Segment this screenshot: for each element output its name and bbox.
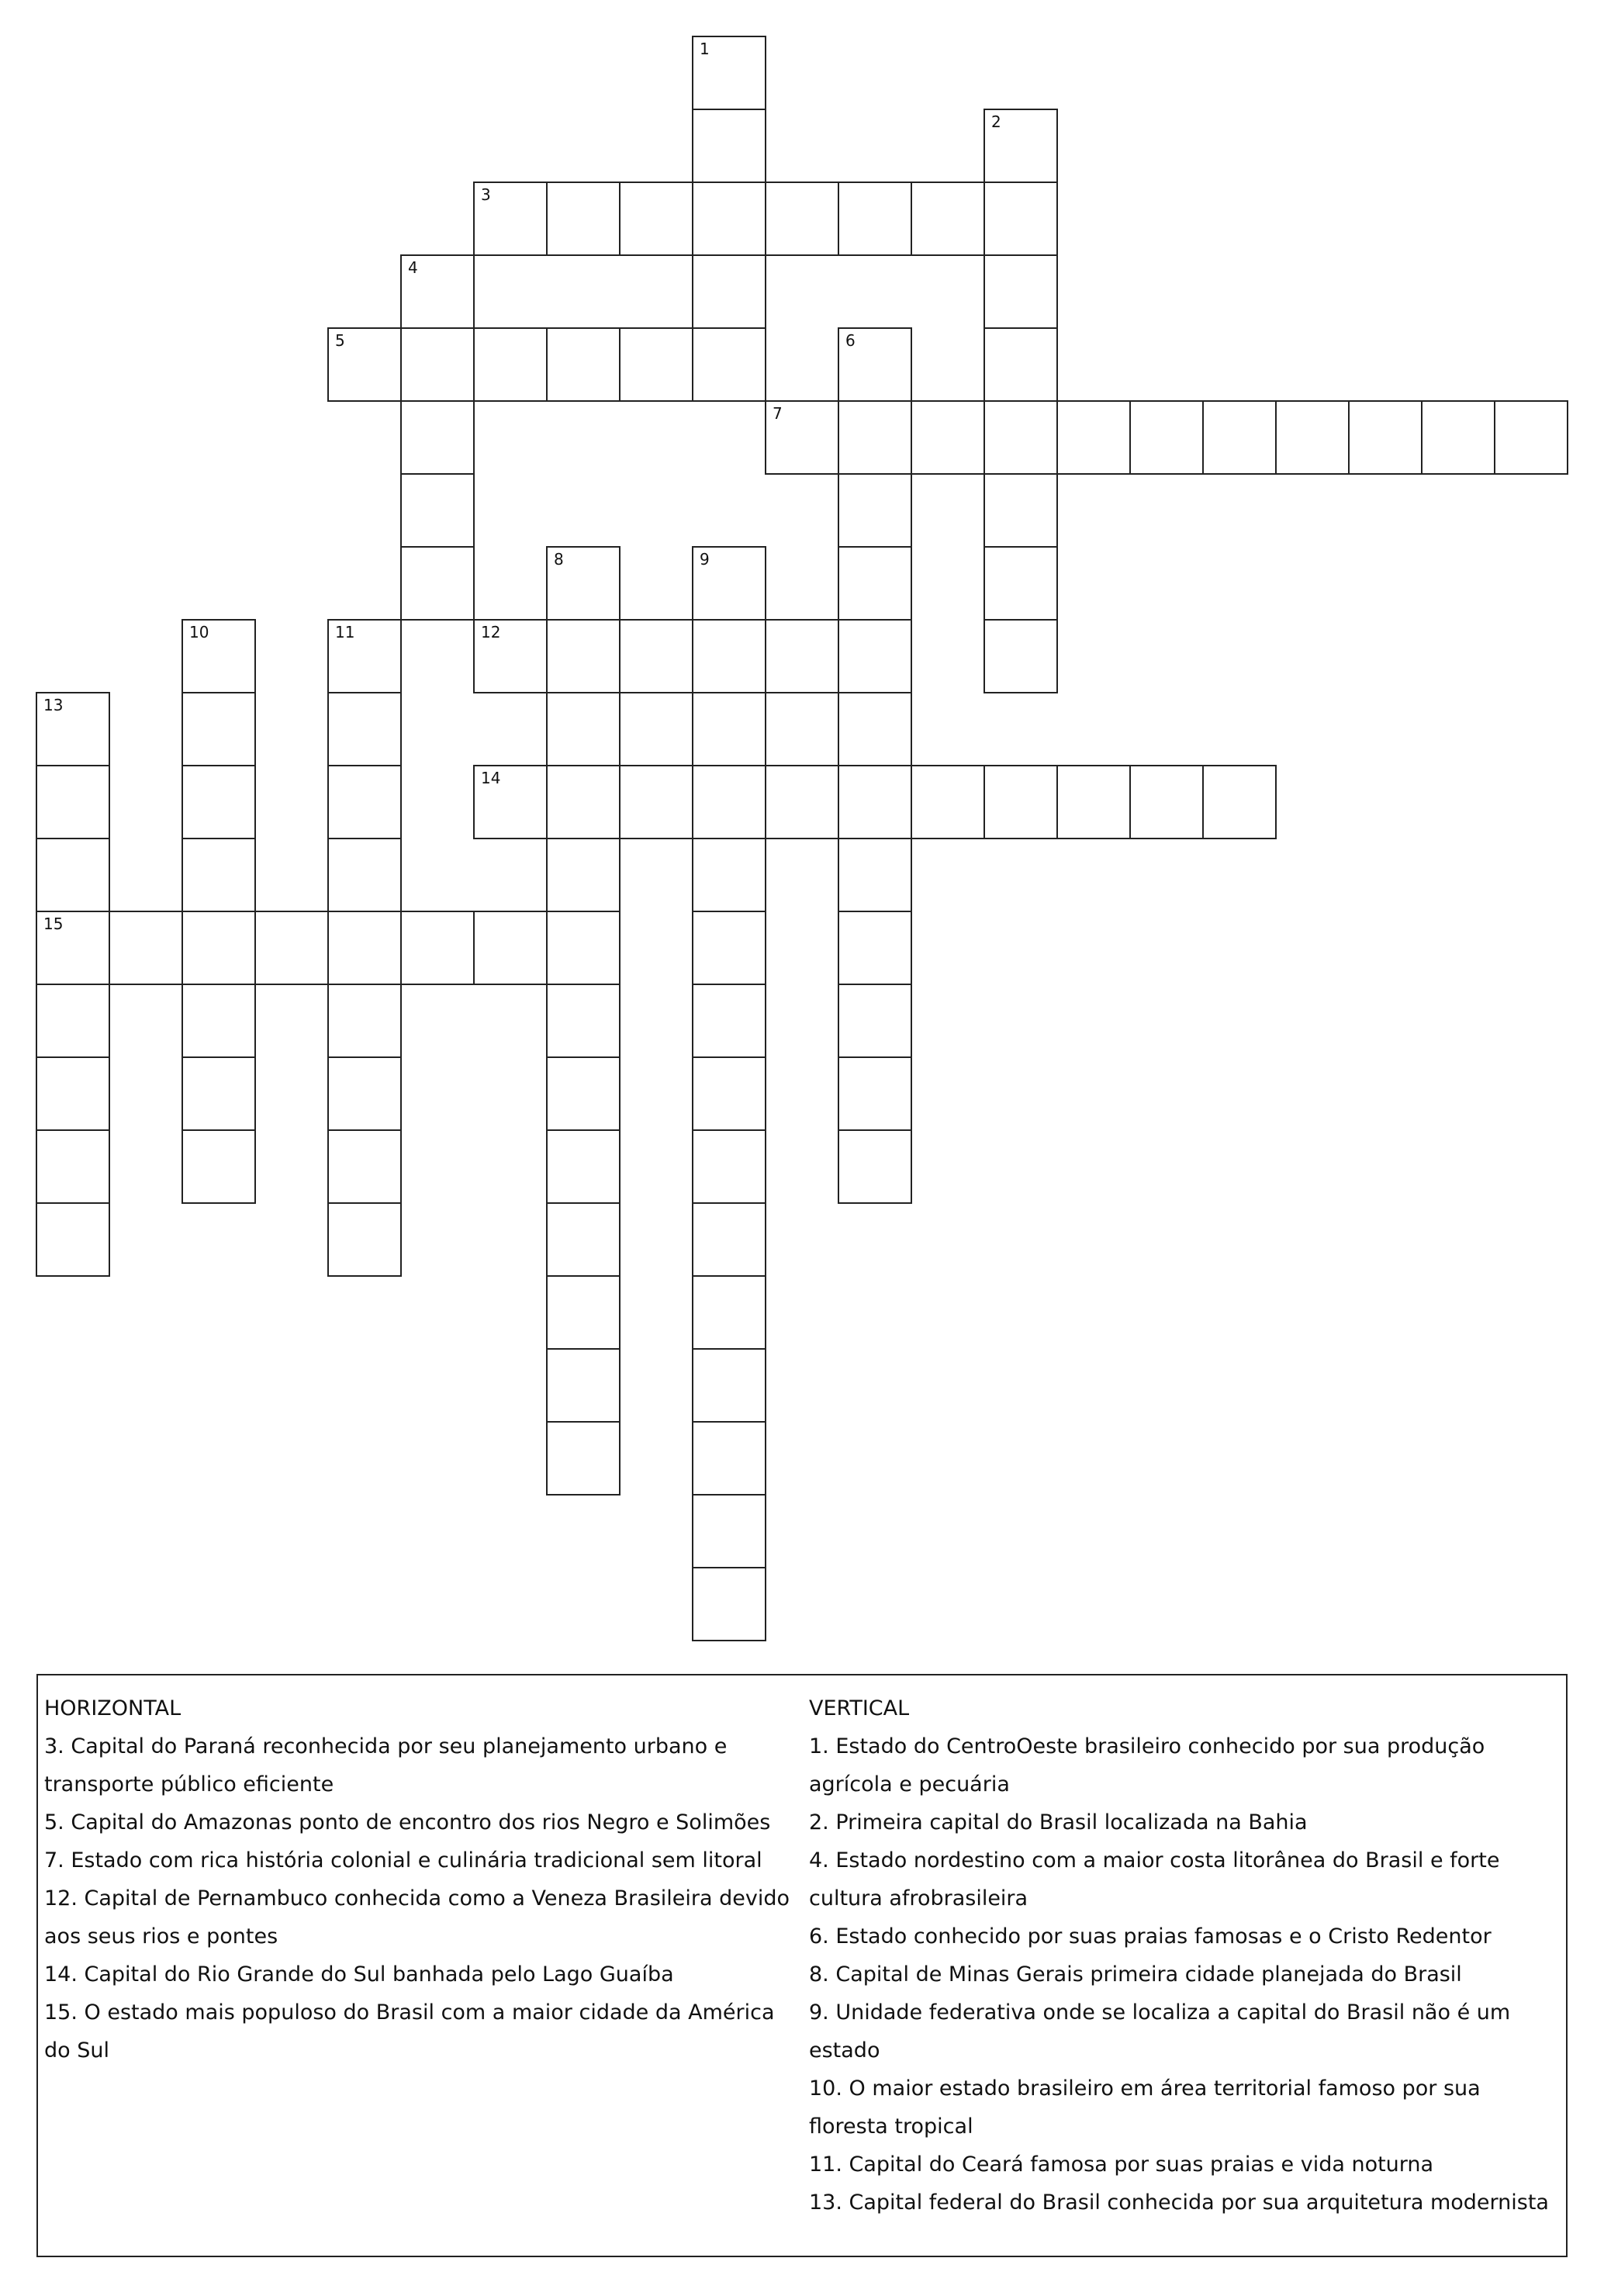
clue-down-4: 4. Estado nordestino com a maior costa litorânea do Brasil e forte cultura afrobrasileira [809, 1848, 1500, 1910]
clue-number: 5 [335, 331, 345, 350]
grid-cell[interactable] [766, 182, 838, 255]
clue-down-8: 8. Capital de Minas Gerais primeira cidade planejada do Brasil [809, 1962, 1462, 1987]
grid-cell[interactable] [911, 182, 984, 255]
grid-cell[interactable] [1276, 401, 1349, 474]
grid-cell[interactable] [693, 1203, 766, 1276]
grid-cell[interactable] [693, 36, 766, 109]
grid-cell[interactable] [328, 328, 401, 401]
grid-cell[interactable] [693, 1276, 766, 1349]
grid-cell[interactable] [838, 474, 911, 547]
clue-across-15: 15. O estado mais populoso do Brasil com a maior cidade da América do Sul [44, 2000, 775, 2063]
grid-cell[interactable] [693, 1349, 766, 1422]
grid-cell[interactable] [36, 1130, 109, 1203]
grid-cell[interactable] [182, 1130, 255, 1203]
clue-number: 1 [700, 40, 710, 58]
clues-box [36, 1674, 1568, 2257]
grid-cell[interactable] [693, 1568, 766, 1641]
grid-cell[interactable] [328, 766, 401, 839]
grid-cell[interactable] [182, 693, 255, 766]
grid-cell[interactable] [401, 401, 474, 474]
grid-cell[interactable] [182, 1057, 255, 1130]
grid-cell[interactable] [36, 1057, 109, 1130]
grid-cell[interactable] [984, 620, 1057, 693]
grid-cell[interactable] [766, 766, 838, 839]
grid-cell[interactable] [620, 182, 693, 255]
grid-cell[interactable] [547, 328, 620, 401]
grid-cell[interactable] [36, 911, 109, 984]
grid-cell[interactable] [182, 984, 255, 1057]
grid-cell[interactable] [109, 911, 182, 984]
grid-cell[interactable] [838, 911, 911, 984]
clue-across-12: 12. Capital de Pernambuco conhecida como a Veneza Brasileira devido aos seus rios e pontes [44, 1886, 790, 1948]
horizontal-heading: HORIZONTAL [44, 1696, 181, 1720]
grid-cell[interactable] [838, 547, 911, 620]
grid-cell[interactable] [984, 766, 1057, 839]
grid-cell[interactable] [620, 766, 693, 839]
grid-cell[interactable] [328, 839, 401, 911]
clue-number: 13 [43, 696, 64, 714]
clue-number: 3 [481, 185, 491, 204]
vertical-heading: VERTICAL [809, 1696, 910, 1720]
grid-cell[interactable] [547, 1422, 620, 1495]
grid-cell[interactable] [547, 984, 620, 1057]
grid-cell[interactable] [1203, 766, 1276, 839]
grid-cell[interactable] [36, 693, 109, 766]
grid-cell[interactable] [1130, 766, 1203, 839]
grid-cell[interactable] [182, 911, 255, 984]
grid-cell[interactable] [547, 182, 620, 255]
grid-cell[interactable] [766, 620, 838, 693]
grid-cell[interactable] [693, 109, 766, 182]
grid-cell[interactable] [1495, 401, 1568, 474]
grid-cell[interactable] [547, 1203, 620, 1276]
grid-cell[interactable] [984, 547, 1057, 620]
grid-cell[interactable] [693, 693, 766, 766]
grid-cell[interactable] [328, 1203, 401, 1276]
grid-cell[interactable] [1057, 766, 1130, 839]
clue-across-5: 5. Capital do Amazonas ponto de encontro dos rios Negro e Solimões [44, 1810, 771, 1834]
grid-cell[interactable] [328, 693, 401, 766]
clue-number: 8 [554, 550, 564, 569]
grid-cell[interactable] [1422, 401, 1495, 474]
grid-cell[interactable] [693, 1422, 766, 1495]
grid-cell[interactable] [838, 1057, 911, 1130]
grid-cell[interactable] [547, 1130, 620, 1203]
horizontal-clues [44, 1689, 800, 2070]
clue-number: 7 [773, 404, 783, 423]
grid-cell[interactable] [911, 401, 984, 474]
clue-number: 2 [991, 112, 1001, 131]
grid-cell[interactable] [474, 328, 547, 401]
clue-number: 15 [43, 915, 64, 933]
grid-cell[interactable] [838, 328, 911, 401]
grid-cell[interactable] [401, 547, 474, 620]
grid-cell[interactable] [401, 474, 474, 547]
grid-cell[interactable] [620, 620, 693, 693]
grid-cell[interactable] [693, 255, 766, 328]
grid-cell[interactable] [984, 255, 1057, 328]
grid-cell[interactable] [984, 182, 1057, 255]
grid-cell[interactable] [547, 766, 620, 839]
clue-across-14: 14. Capital do Rio Grande do Sul banhada pelo Lago Guaíba [44, 1962, 674, 1987]
grid-cell[interactable] [693, 1495, 766, 1568]
grid-cell[interactable] [36, 984, 109, 1057]
grid-cell[interactable] [693, 911, 766, 984]
clue-number: 10 [189, 623, 209, 641]
clue-down-1: 1. Estado do CentroOeste brasileiro conhecido por sua produção agrícola e pecuária [809, 1734, 1485, 1796]
grid-cell[interactable] [547, 911, 620, 984]
grid-cell[interactable] [838, 182, 911, 255]
grid-cell[interactable] [693, 839, 766, 911]
grid-cell[interactable] [328, 984, 401, 1057]
clue-down-6: 6. Estado conhecido por suas praias famosas e o Cristo Redentor [809, 1924, 1492, 1948]
grid-cell[interactable] [693, 182, 766, 255]
grid-cell[interactable] [547, 1349, 620, 1422]
grid-cell[interactable] [911, 766, 984, 839]
clue-number: 6 [845, 331, 856, 350]
grid-cell[interactable] [984, 401, 1057, 474]
grid-cell[interactable] [838, 620, 911, 693]
grid-cell[interactable] [401, 255, 474, 328]
grid-cell[interactable] [838, 984, 911, 1057]
grid-cell[interactable] [1130, 401, 1203, 474]
grid-cell[interactable] [474, 911, 547, 984]
grid-cell[interactable] [693, 984, 766, 1057]
grid-cell[interactable] [693, 547, 766, 620]
clue-down-9: 9. Unidade federativa onde se localiza a capital do Brasil não é um estado [809, 2000, 1511, 2063]
grid-cell[interactable] [182, 839, 255, 911]
grid-cell[interactable] [547, 1276, 620, 1349]
grid-cell[interactable] [401, 328, 474, 401]
grid-cell[interactable] [182, 766, 255, 839]
grid-cell[interactable] [547, 547, 620, 620]
grid-cell[interactable] [547, 693, 620, 766]
grid-cell[interactable] [401, 911, 474, 984]
grid-cell[interactable] [255, 911, 328, 984]
grid-cell[interactable] [693, 328, 766, 401]
grid-cell[interactable] [328, 911, 401, 984]
grid-cell[interactable] [984, 328, 1057, 401]
grid-cell[interactable] [474, 182, 547, 255]
grid-cell[interactable] [838, 401, 911, 474]
clue-number: 4 [408, 258, 418, 277]
grid-cell[interactable] [182, 620, 255, 693]
grid-cell[interactable] [36, 839, 109, 911]
grid-cell[interactable] [838, 766, 911, 839]
grid-cell[interactable] [328, 620, 401, 693]
clue-down-11: 11. Capital do Ceará famosa por suas praias e vida noturna [809, 2152, 1434, 2177]
clue-down-2: 2. Primeira capital do Brasil localizada na Bahia [809, 1810, 1308, 1834]
grid-cell[interactable] [36, 766, 109, 839]
grid-cell[interactable] [1057, 401, 1130, 474]
grid-cell[interactable] [328, 1057, 401, 1130]
grid-cell[interactable] [766, 401, 838, 474]
grid-cell[interactable] [1349, 401, 1422, 474]
clue-across-3: 3. Capital do Paraná reconhecida por seu planejamento urbano e transporte público eficiente [44, 1734, 728, 1796]
grid-cell[interactable] [547, 620, 620, 693]
grid-cell[interactable] [547, 839, 620, 911]
vertical-clues [809, 1689, 1565, 2222]
grid-cell[interactable] [474, 766, 547, 839]
grid-cell[interactable] [693, 620, 766, 693]
grid-cell[interactable] [838, 839, 911, 911]
grid-cell[interactable] [474, 620, 547, 693]
clue-down-10: 10. O maior estado brasileiro em área territorial famoso por sua floresta tropical [809, 2076, 1481, 2139]
grid-cell[interactable] [328, 1130, 401, 1203]
grid-cell[interactable] [36, 1203, 109, 1276]
grid-cell[interactable] [693, 1130, 766, 1203]
grid-cell[interactable] [1203, 401, 1276, 474]
grid-cell[interactable] [838, 693, 911, 766]
grid-cell[interactable] [984, 474, 1057, 547]
grid-cell[interactable] [984, 109, 1057, 182]
clue-across-7: 7. Estado com rica história colonial e culinária tradicional sem litoral [44, 1848, 762, 1872]
clue-number: 14 [481, 769, 501, 787]
clue-number: 9 [700, 550, 710, 569]
grid-cell[interactable] [547, 1057, 620, 1130]
grid-cell[interactable] [693, 766, 766, 839]
grid-cell[interactable] [838, 1130, 911, 1203]
grid-cell[interactable] [620, 328, 693, 401]
clue-number: 12 [481, 623, 501, 641]
clue-down-13: 13. Capital federal do Brasil conhecida por sua arquitetura modernista [809, 2191, 1549, 2215]
clue-number: 11 [335, 623, 355, 641]
grid-cell[interactable] [693, 1057, 766, 1130]
